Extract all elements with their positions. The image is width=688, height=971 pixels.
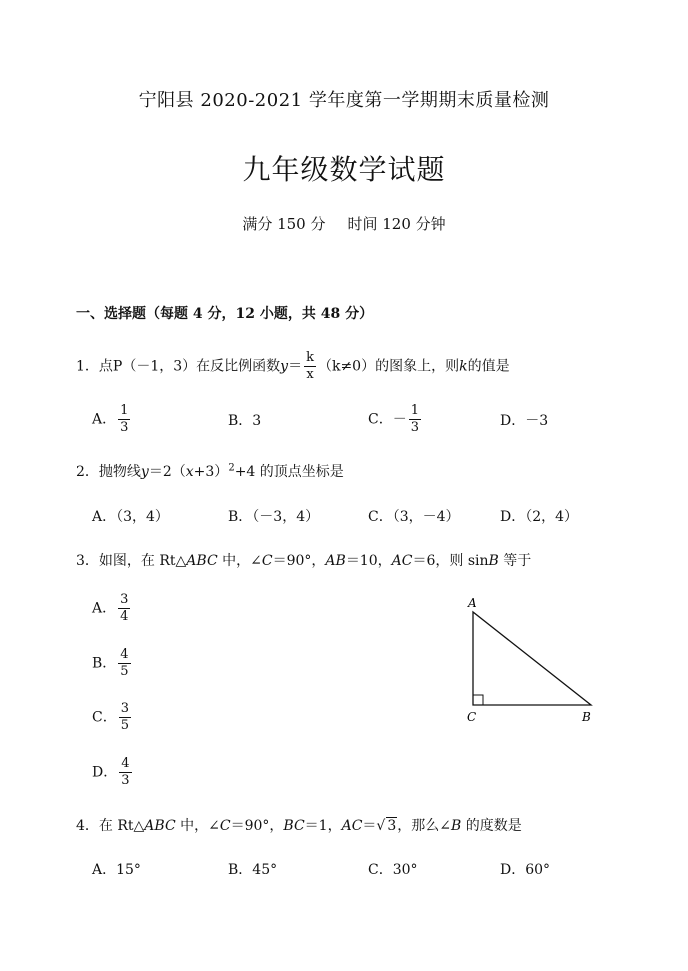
q3-a-fraction — [118, 592, 130, 625]
right-angle-mark — [473, 695, 483, 705]
q2-option-d: D．（2，4） — [500, 509, 579, 525]
q3-abc: ABC — [186, 553, 218, 569]
q4-mid3: ＝1， — [304, 818, 342, 834]
q1-option-d: D．－3 — [500, 413, 549, 429]
q3-a-den: 4 — [120, 609, 129, 624]
question-1 — [76, 350, 510, 383]
q1-c-den: 3 — [410, 420, 419, 435]
q1-c-fraction — [409, 403, 421, 436]
q2-y: y — [140, 464, 149, 480]
q2-body2: +3） — [193, 464, 229, 480]
q3-d-den: 3 — [121, 773, 130, 788]
sqrt-icon: √ — [376, 818, 386, 834]
label-c: C — [467, 710, 477, 724]
q3-c: C — [261, 553, 273, 569]
q4-mid5: ，那么∠ — [397, 818, 451, 834]
q2-x: x — [185, 464, 194, 480]
q3-b-fraction — [118, 647, 130, 680]
q4-prefix: 4．在 Rt△ — [76, 818, 145, 834]
q2-option-a: A．（3，4） — [92, 509, 169, 525]
q1-a-num: 1 — [120, 403, 129, 418]
q3-c-den: 5 — [120, 718, 129, 733]
triangle-abc — [473, 612, 591, 705]
q3-d-num: 4 — [121, 756, 130, 771]
q1-c-label: C． — [368, 411, 393, 428]
q3-mid2: ＝90°， — [272, 553, 326, 569]
exam-time: 时间 120 分钟 — [347, 215, 446, 233]
q4-option-b: B．45° — [228, 862, 278, 878]
q3-c-num: 3 — [120, 701, 129, 716]
q1-c-sign: － — [392, 411, 407, 428]
q1-eq: ＝ — [288, 358, 303, 375]
q4-bc: BC — [283, 818, 305, 834]
q3-d-label: D． — [92, 764, 118, 781]
q2-option-c: C．（3，－4） — [368, 509, 460, 525]
q2-body1: ＝2（ — [148, 464, 186, 480]
q2-body3: +4 的顶点坐标是 — [234, 464, 344, 480]
exam-header: 宁阳县 2020-2021 学年度第一学期期末质量检测 — [138, 90, 550, 111]
q1-frac-den: x — [306, 367, 314, 382]
q3-d-fraction — [119, 756, 131, 789]
q3-option-b — [92, 647, 133, 680]
q1-a-den: 3 — [120, 420, 129, 435]
q3-ab: AB — [325, 553, 346, 569]
full-score: 满分 150 分 — [242, 215, 326, 233]
q1-option-a — [92, 403, 132, 436]
q3-mid3: ＝10， — [345, 553, 392, 569]
q1-fraction — [304, 350, 316, 383]
q4-option-d: D．60° — [500, 862, 551, 878]
q4-c: C — [219, 818, 231, 834]
q3-b: B — [488, 553, 499, 569]
q4-sqrt-value: 3 — [387, 818, 397, 834]
q1-a-label: A． — [92, 411, 117, 428]
q3-option-c — [92, 701, 133, 734]
q3-option-d — [92, 756, 134, 789]
exam-info — [0, 213, 688, 234]
q4-ac: AC — [341, 818, 363, 834]
q3-a-num: 3 — [120, 592, 129, 607]
q4-mid1: 中，∠ — [175, 818, 220, 834]
q1-point: P（－1，3）在反比例函数 — [112, 358, 281, 375]
q3-b-label: B． — [92, 655, 117, 672]
triangle-figure — [460, 595, 600, 730]
q3-b-num: 4 — [120, 647, 129, 662]
q3-prefix: 3．如图，在 Rt△ — [76, 553, 187, 569]
q2-option-b: B．（－3，4） — [228, 509, 320, 525]
q1-condition: （k≠0）的图象上，则 — [317, 358, 460, 375]
question-3 — [76, 550, 531, 570]
q3-a-label: A． — [92, 600, 117, 617]
q1-frac-num: k — [306, 350, 314, 365]
q4-suffix: 的度数是 — [461, 818, 522, 834]
q3-ac: AC — [391, 553, 413, 569]
q3-option-a — [92, 592, 132, 625]
section-heading: 一、选择题（每题 4 分，12 小题，共 48 分） — [76, 306, 374, 322]
label-b: B — [582, 710, 591, 724]
q4-b: B — [451, 818, 462, 834]
q1-y: y — [280, 358, 289, 375]
label-a: A — [468, 596, 477, 610]
q3-c-fraction — [119, 701, 131, 734]
q1-a-fraction — [118, 403, 130, 436]
q2-prefix: 2．抛物线 — [76, 464, 141, 480]
exam-title: 九年级数学试题 — [242, 153, 446, 186]
q3-mid4: ＝6，则 sin — [412, 553, 489, 569]
q1-prefix: 1．点 — [76, 358, 113, 375]
q3-suffix: 等于 — [498, 553, 532, 569]
q4-mid2: ＝90°， — [230, 818, 284, 834]
q1-suffix: 的值是 — [467, 358, 510, 375]
q1-k: k — [459, 358, 468, 375]
question-4 — [76, 815, 522, 835]
q4-option-c: C．30° — [368, 862, 418, 878]
q1-c-num: 1 — [410, 403, 419, 418]
q1-option-b: B．3 — [228, 413, 262, 429]
q1-option-c — [368, 403, 423, 436]
q2-exponent: 2 — [228, 462, 235, 474]
q3-b-den: 5 — [120, 664, 129, 679]
q4-mid4: ＝ — [362, 818, 377, 834]
q4-option-a: A．15° — [92, 862, 141, 878]
q4-abc: ABC — [144, 818, 176, 834]
question-2 — [76, 461, 344, 481]
q3-mid1: 中，∠ — [217, 553, 262, 569]
q3-c-label: C． — [92, 709, 117, 726]
